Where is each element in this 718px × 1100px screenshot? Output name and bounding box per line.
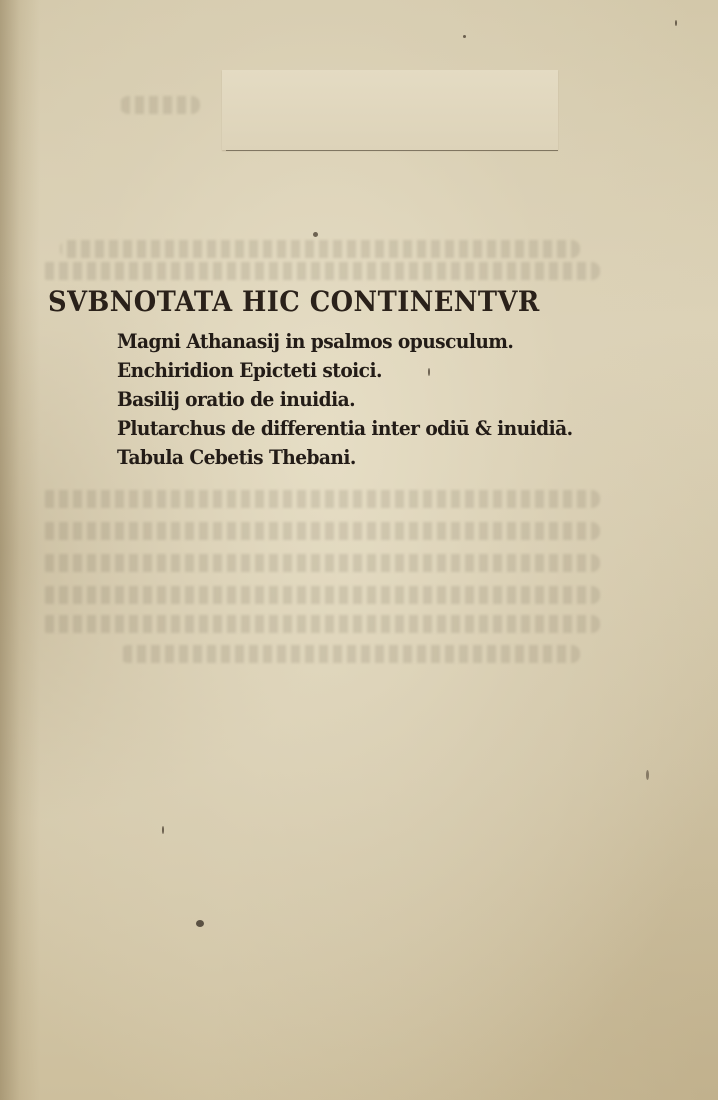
ink-speck <box>675 20 677 26</box>
ink-speck <box>428 368 430 376</box>
ink-speck <box>463 35 466 38</box>
list-item: Basilij oratio de inuidia. <box>117 387 356 411</box>
page-title: SVBNOTATA HIC CONTINENTVR <box>48 285 540 318</box>
show-through-text <box>40 522 600 540</box>
list-item: Plutarchus de differentia inter odiū & inuidiā. <box>117 416 573 440</box>
show-through-text <box>40 262 600 280</box>
show-through-text <box>120 96 200 114</box>
show-through-text <box>120 645 580 663</box>
ink-speck <box>313 232 318 237</box>
contents-list <box>117 327 607 472</box>
binding-shadow <box>0 0 40 1100</box>
list-item: Enchiridion Epicteti stoici. <box>117 358 382 382</box>
show-through-text <box>40 615 600 633</box>
patch-edge-line <box>226 150 558 151</box>
list-item: Magni Athanasij in psalmos opusculum. <box>117 329 514 353</box>
show-through-text <box>40 586 600 604</box>
paper-repair-patch <box>222 70 558 150</box>
ink-speck <box>162 826 164 834</box>
ink-speck <box>196 920 204 927</box>
show-through-text <box>40 554 600 572</box>
show-through-text <box>60 240 580 258</box>
ink-speck <box>646 770 649 780</box>
list-item: Tabula Cebetis Thebani. <box>117 445 356 469</box>
show-through-text <box>40 490 600 508</box>
